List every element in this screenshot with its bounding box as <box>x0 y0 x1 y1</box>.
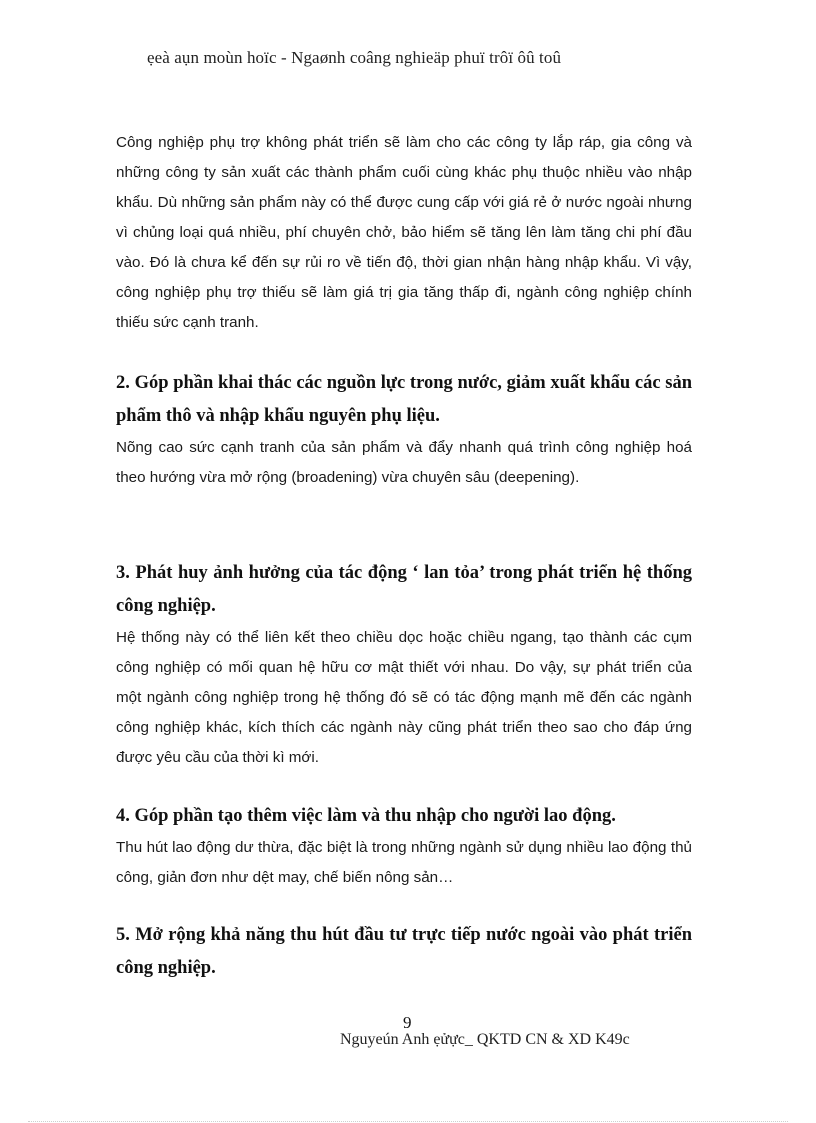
section-title: 5. Mở rộng khả năng thu hút đầu tư trực tiếp nước ngoài vào phát triển công nghiệp. <box>116 925 692 978</box>
section-text: Hệ thống này có thể liên kết theo chiều dọc hoặc chiều ngang, tạo thành các cụm công nghiệp có mối quan hệ hữu cơ mật thiết với nhau. Do vậy, sự phát triển của một ngành công nghiệp trong hệ thống đó sẽ có tác động mạnh mẽ đến các ngành công nghiệp khác, kích thích các ngành này cũng phát triển theo sao cho đáp ứng được yêu cầu của thời kì mới. <box>116 629 692 766</box>
page-edge-divider <box>28 1121 788 1122</box>
page-number: 9 <box>403 1013 412 1032</box>
section-title: 2. Góp phần khai thác các nguồn lực trong nước, giảm xuất khẩu các sản phẩm thô và nhập khẩu nguyên phụ liệu. <box>116 373 692 426</box>
section-5 <box>116 919 692 985</box>
page-header: ẹeà aụn moùn hoïc - Ngaønh coâng nghieäp phuï trôï ôû toû <box>147 48 562 67</box>
section-3 <box>116 557 692 773</box>
intro-block <box>116 128 692 338</box>
page-footer: Nguyeún Anh ẹửực_ QKTD CN & XD K49c <box>340 1031 630 1048</box>
section-2 <box>116 367 692 493</box>
section-text: Nõng cao sức cạnh tranh của sản phẩm và đẩy nhanh quá trình công nghiệp hoá theo hướng vừa mở rộng (broadening) vừa chuyên sâu (deepening). <box>116 439 692 486</box>
section-title: 4. Góp phần tạo thêm việc làm và thu nhập cho người lao động. <box>116 806 616 826</box>
intro-paragraph: Công nghiệp phụ trợ không phát triển sẽ làm cho các công ty lắp ráp, gia công và những công ty sản xuất các thành phẩm cuối cùng khác phụ thuộc nhiều vào nhập khẩu. Dù những sản phẩm này có thể được cung cấp với giá rẻ ở nước ngoài nhưng vì chủng loại quá nhiều, phí chuyên chở, bảo hiểm sẽ tăng lên làm tăng chi phí đầu vào. Đó là chưa kể đến sự rủi ro về tiến độ, thời gian nhận hàng nhập khẩu. Vì vậy, công nghiệp phụ trợ thiếu sẽ làm giá trị gia tăng thấp đi, ngành công nghiệp chính thiếu sức cạnh tranh. <box>116 134 692 331</box>
section-text: Thu hút lao động dư thừa, đặc biệt là trong những ngành sử dụng nhiều lao động thủ công, giản đơn như dệt may, chế biến nông sản… <box>116 839 692 886</box>
section-title: 3. Phát huy ảnh hưởng của tác động ‘ lan tỏa’ trong phát triển hệ thống công nghiệp. <box>116 563 692 616</box>
section-4 <box>116 800 692 893</box>
